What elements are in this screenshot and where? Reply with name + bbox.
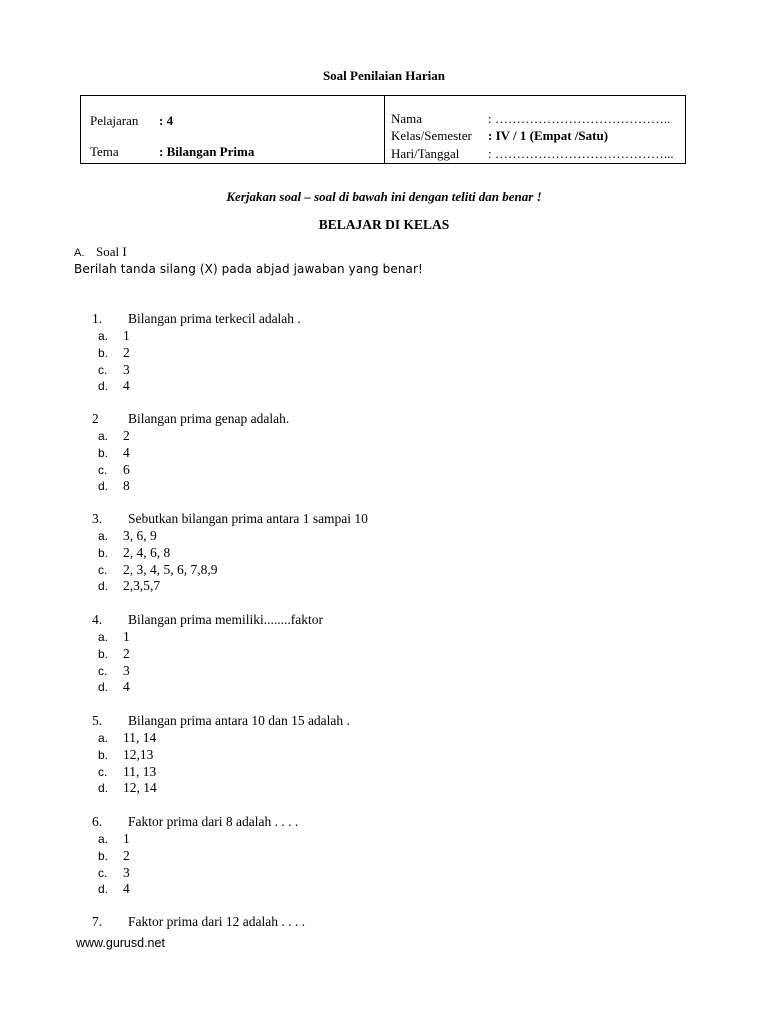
question-number: 4. bbox=[92, 612, 103, 627]
option-value: 4 bbox=[123, 679, 130, 695]
option-value: 8 bbox=[123, 478, 130, 494]
option-value: 2 bbox=[123, 428, 130, 443]
option-value: 11, 14 bbox=[123, 730, 157, 745]
option-letter[interactable]: a. bbox=[98, 529, 109, 543]
option-value: 12, 14 bbox=[123, 780, 157, 796]
hari-field: : …………………………………... bbox=[488, 146, 674, 161]
option-letter[interactable]: a. bbox=[98, 429, 109, 443]
question-number: 1. bbox=[92, 311, 103, 326]
option-value: 3 bbox=[123, 864, 130, 880]
question-number: 6. bbox=[92, 814, 103, 829]
option-letter[interactable]: d. bbox=[98, 379, 109, 394]
option-letter[interactable]: d. bbox=[98, 479, 109, 494]
kelas-value: : IV / 1 (Empat /Satu) bbox=[488, 128, 609, 143]
question-number: 2 bbox=[92, 411, 99, 426]
option-letter[interactable]: d. bbox=[98, 579, 109, 594]
question-number: 7. bbox=[92, 914, 103, 929]
option-letter[interactable]: d. bbox=[98, 680, 109, 695]
option-letter[interactable]: a. bbox=[98, 630, 109, 644]
soal-letter: A. bbox=[74, 247, 85, 259]
option-letter[interactable]: a. bbox=[98, 329, 109, 343]
footer-url: www.gurusd.net bbox=[76, 936, 165, 950]
question-text: Bilangan prima antara 10 dan 15 adalah . bbox=[128, 713, 350, 728]
section-title: BELAJAR DI KELAS bbox=[318, 217, 450, 232]
option-value: 4 bbox=[123, 444, 130, 460]
option-letter[interactable]: b. bbox=[98, 445, 109, 460]
option-letter[interactable]: d. bbox=[98, 781, 109, 796]
pelajaran-label: Pelajaran bbox=[90, 113, 139, 128]
question-text: Faktor prima dari 8 adalah . . . . bbox=[128, 814, 299, 829]
pelajaran-value: : 4 bbox=[159, 113, 174, 128]
nama-label: Nama bbox=[391, 111, 423, 126]
option-value: 2 bbox=[123, 344, 130, 360]
option-value: 2, 4, 6, 8 bbox=[123, 544, 171, 560]
question-number: 5. bbox=[92, 713, 103, 728]
option-letter[interactable]: d. bbox=[98, 882, 109, 897]
option-value: 3, 6, 9 bbox=[123, 528, 157, 543]
soal-name: Soal I bbox=[96, 244, 127, 259]
option-value: 6 bbox=[123, 461, 130, 477]
option-value: 4 bbox=[123, 881, 130, 897]
question-text: Faktor prima dari 12 adalah . . . . bbox=[128, 914, 305, 929]
hari-label: Hari/Tanggal bbox=[391, 146, 460, 161]
option-letter[interactable]: c. bbox=[98, 362, 108, 377]
question-text: Bilangan prima terkecil adalah . bbox=[128, 311, 301, 326]
question-text: Bilangan prima genap adalah. bbox=[128, 411, 290, 426]
option-letter[interactable]: c. bbox=[98, 462, 108, 477]
page-title: Soal Penilaian Harian bbox=[322, 68, 446, 83]
option-value: 2,3,5,7 bbox=[123, 578, 161, 594]
option-value: 1 bbox=[123, 831, 130, 846]
option-letter[interactable]: a. bbox=[98, 832, 109, 846]
box-divider bbox=[384, 96, 385, 163]
soal-note: Berilah tanda silang (X) pada abjad jawaban yang benar! bbox=[74, 262, 423, 276]
option-value: 4 bbox=[123, 378, 130, 394]
option-value: 3 bbox=[123, 361, 130, 377]
soal-heading bbox=[74, 244, 127, 260]
option-value: 1 bbox=[123, 328, 130, 343]
option-letter[interactable]: b. bbox=[98, 646, 109, 661]
option-value: 3 bbox=[123, 662, 130, 678]
option-letter[interactable]: c. bbox=[98, 764, 108, 779]
question-text: Sebutkan bilangan prima antara 1 sampai 10 bbox=[128, 511, 368, 526]
option-letter[interactable]: b. bbox=[98, 747, 109, 762]
instruction: Kerjakan soal – soal di bawah ini dengan teliti dan benar ! bbox=[226, 189, 542, 204]
option-value: 2 bbox=[123, 847, 130, 863]
option-value: 11, 13 bbox=[123, 763, 157, 779]
tema-value: : Bilangan Prima bbox=[159, 144, 255, 159]
question-number: 3. bbox=[92, 511, 103, 526]
option-letter[interactable]: b. bbox=[98, 848, 109, 863]
tema-label: Tema bbox=[90, 144, 119, 159]
option-value: 1 bbox=[123, 629, 130, 644]
option-value: 2, 3, 4, 5, 6, 7,8,9 bbox=[123, 561, 218, 577]
nama-field: : ………………………………….. bbox=[488, 111, 671, 126]
option-letter[interactable]: c. bbox=[98, 663, 108, 678]
option-value: 2 bbox=[123, 645, 130, 661]
option-letter[interactable]: c. bbox=[98, 865, 108, 880]
identity-box bbox=[80, 95, 686, 164]
question-text: Bilangan prima memiliki........faktor bbox=[128, 612, 323, 627]
option-letter[interactable]: b. bbox=[98, 345, 109, 360]
option-letter[interactable]: a. bbox=[98, 731, 109, 745]
option-value: 12,13 bbox=[123, 746, 154, 762]
kelas-label: Kelas/Semester bbox=[391, 128, 472, 143]
option-letter[interactable]: b. bbox=[98, 545, 109, 560]
option-letter[interactable]: c. bbox=[98, 562, 108, 577]
